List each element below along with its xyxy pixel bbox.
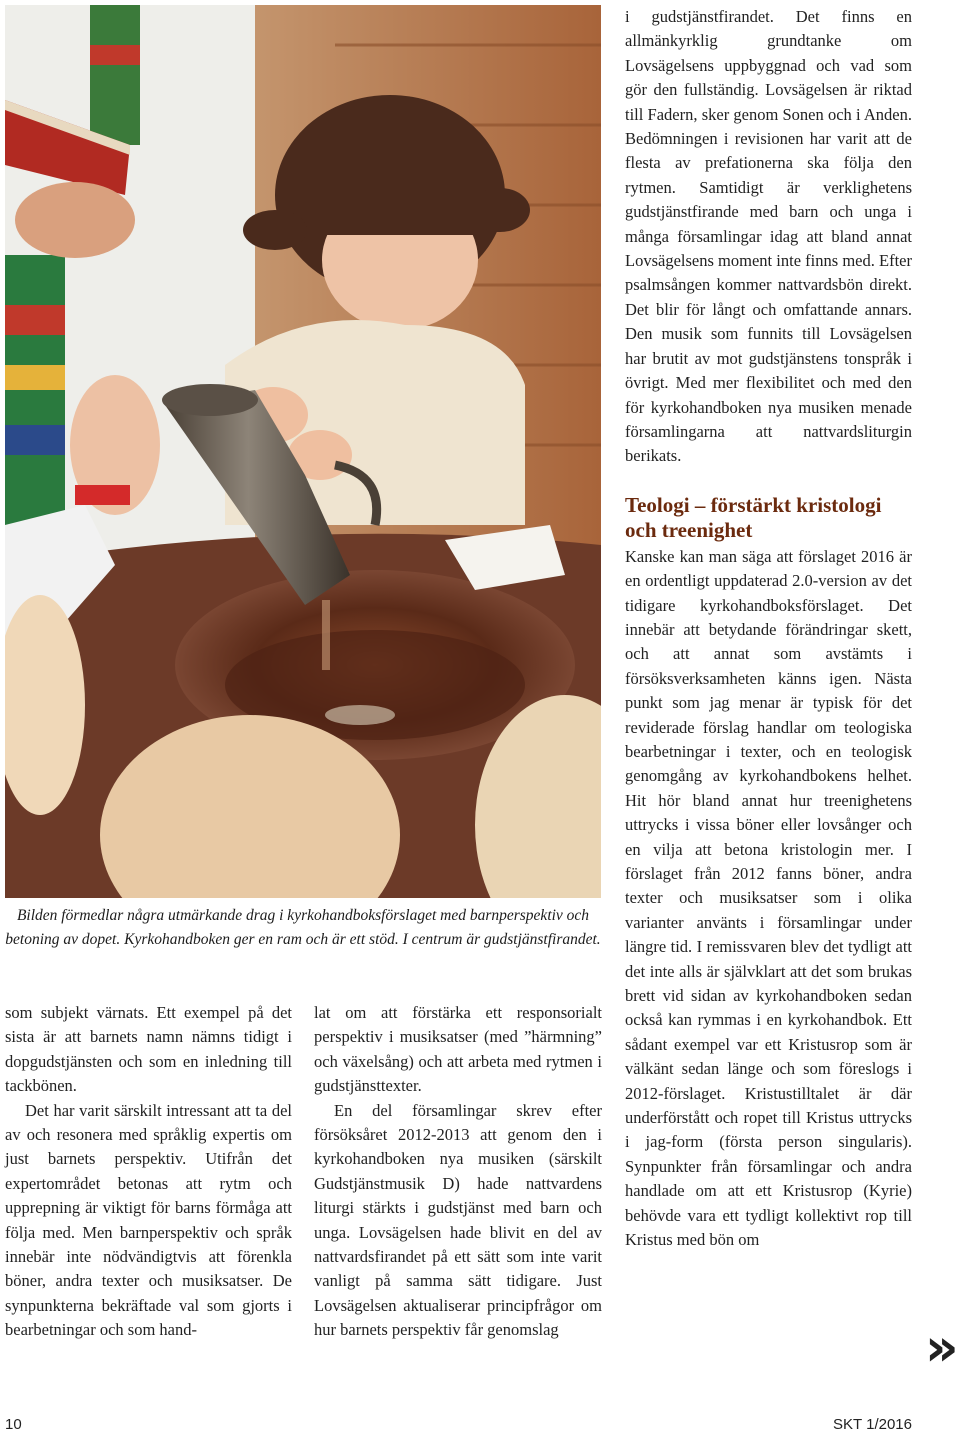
paragraph: Det har varit särskilt intressant att ta del av och resonera med språklig expertis om just barnets perspektiv. Utifrån det expertområdet betonas att rytm och upprepning är viktigt för barns förmåga att följa med. Men barnperspektiv och språk innebär inte nödvändigtvis att förenkla böner, andra texter och musiksatser. De synpunkterna bekräftade val som gjorts i bearbetningar och som hand- — [5, 1100, 292, 1340]
paragraph: som subjekt värnats. Ett exempel på det sista är att barnets namn nämns tidigt i dopgudstjänsten och som en inledning till tackbönen. — [5, 1003, 292, 1096]
baptism-photo — [5, 5, 601, 898]
magazine-issue: SKT 1/2016 — [833, 1416, 912, 1433]
section-heading: Teologi – förstärkt kristologi och treenighet — [625, 492, 882, 542]
photo-illustration — [5, 5, 601, 898]
paragraph: lat om att förstärka ett responsorialt perspektiv i musiksatser (med ”härmning” och växelsång) och att arbeta med rytmen i gudstjänsttexter. — [314, 1003, 602, 1096]
paragraph: i gudstjänstfirandet. Det finns en allmänkyrklig grundtanke om Lovsägelsens uppbyggnad och vad som gör den fullständig. Lovsägelsen är riktad till Fadern, sker genom Sonen och i Anden. Bedömningen i revisionen har varit att de flesta av prefationerna ska följa den rytmen. Samtidigt är verklighetens gudstjänstfirande med barn och unga i många församlingar idag att bland annat Lovsägelsens moment inte finns med. Efter psalmsången kommer nattvardsbön direkt. Det blir för långt och omfattande annars. Den musik som funnits till Lovsägelsen har brutit av mot gudstjänstens tonspråk i övrigt. Med mer flexibilitet och med den för kyrkohandboken nya musiken menade församlingarna att nattvardsliturgin berikats. — [625, 7, 912, 466]
right-column — [625, 5, 912, 1253]
middle-column — [314, 1001, 602, 1343]
photo-caption: Bilden förmedlar några utmärkande drag i kyrkohandboksförslaget med barnperspektiv och betoning av dopet. Kyrkohandboken ger en ram och är ett stöd. I centrum är gudstjänstfirandet. — [5, 907, 601, 948]
paragraph: Kanske kan man säga att förslaget 2016 är en ordentligt uppdaterad 2.0-version av det tidigare kyrkohandboksförslaget. Det innebär att betydande förändringar skett, och att annat som avstämts i försöksverksamheten känns igen. Nästa punkt som jag menar är typisk för det reviderade förslag handlar om teologiska bearbetningar i texter, och en teologisk genomgång av kyrkohandbokens helhet. Hit hör bland annat hur treenighetens uttrycks i vissa böner eller lovsånger och en vilja att betona kristologin mer. I förslaget från 2012 fanns böner, andra texter och musiksatser som i olika varianter använts i församlingar under längre tid. I remissvaren blev det tydligt att det inte alls är självklart att det som brukas brett vid sidan av kyrkohandboken sedan också kan rymmas i en kyrkohandbok. Ett sådant exempel var ett Kristusrop som är välkänt sedan länge och som föreslogs i 2012-förslaget. Kristustilltalet är där underförstått och ropet till Kristus uttrycks i jag-form (första person singularis). Synpunkter från församlingar och andra handlade om att ett Kristusrop (Kyrie) behövde vara ett tydligt kollektivt rop till Kristus med bön om — [625, 546, 912, 1250]
left-column — [5, 1001, 292, 1343]
paragraph: En del församlingar skrev efter försöksåret 2012-2013 att genom den i kyrkohandboken nya musiken (särskilt Gudstjänstmusik D) hade nattvardens liturgi stärkts i gudstjänst med barn och unga. Lovsägelsen hade blivit en del av nattvardsfirandet på ett sätt som inte varit vanligt på samma sätt tidigare. Just Lovsägelsen aktualiserar principfrågor om hur barnets perspektiv får genomslag — [314, 1100, 602, 1340]
continue-arrow-icon: » — [925, 1318, 959, 1378]
page-number: 10 — [5, 1416, 22, 1433]
